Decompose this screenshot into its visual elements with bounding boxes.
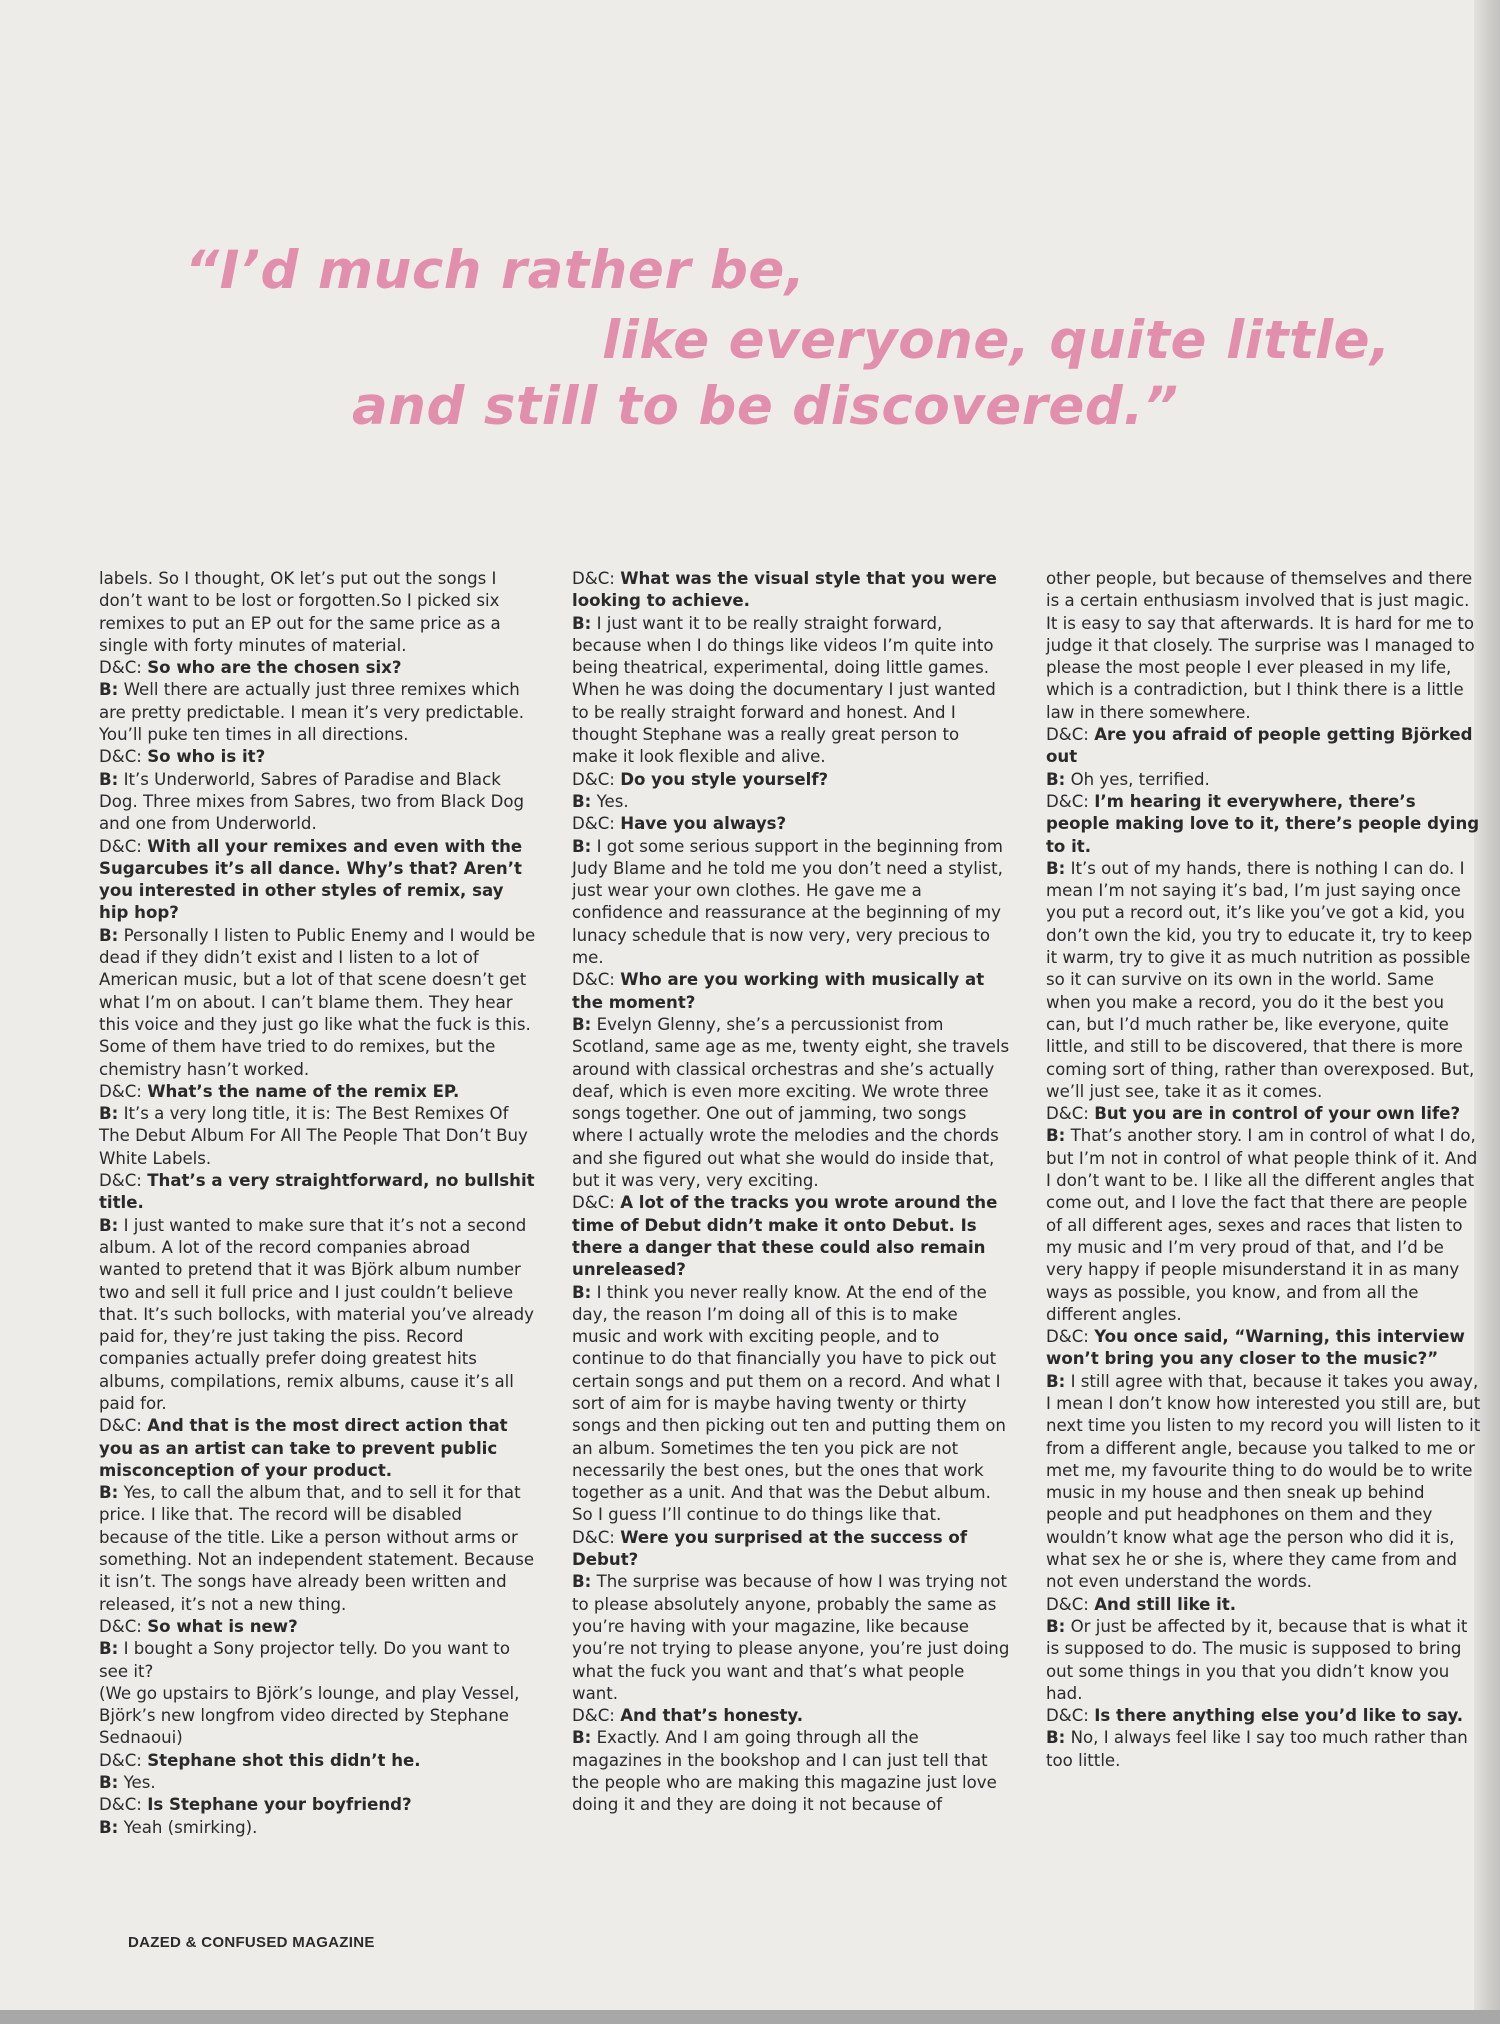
interview-answer <box>99 925 536 1081</box>
interview-question <box>1046 724 1484 769</box>
answer-text: Yes. <box>596 791 629 811</box>
answer-text: It’s out of my hands, there is nothing I can do. I mean I’m not saying it’s bad, I’m just saying once you put a record out, it’s like you’ve got a kid, you don’t own the kid, you try to educate it, try to keep it warm, try to give it as much nutrition as possible so it can survive on its own in the world. Same when you make a record, you do it the best you can, but I’d much rather be, like everyone, quite little, and still to be discovered, that there is more coming sort of thing, rather than overexposed. But, we’ll just see, take it as it comes. <box>1046 858 1475 1101</box>
interviewee-label: B: <box>572 1014 592 1034</box>
interview-question <box>572 1705 1010 1727</box>
interview-question <box>1046 1705 1484 1727</box>
question-text: You once said, “Warning, this interview won’t bring you any closer to the music?” <box>1046 1327 1465 1369</box>
question-text: Who are you working with musically at the moment? <box>572 970 985 1012</box>
interviewer-label: D&C: <box>99 1750 142 1770</box>
interview-answer <box>99 1215 536 1416</box>
article-paragraph: (We go upstairs to Björk’s lounge, and play Vessel, Björk’s new longfrom video directed by Stephane Sednaoui) <box>99 1683 520 1748</box>
interviewee-label: B: <box>572 1728 592 1748</box>
interviewer-label: D&C: <box>572 769 615 789</box>
article-column-1 <box>99 568 536 1839</box>
question-text: What’s the name of the remix EP. <box>147 1081 460 1101</box>
interviewee-label: B: <box>99 925 119 945</box>
interview-question <box>99 1170 536 1215</box>
answer-text: I bought a Sony projector telly. Do you want to see it? <box>99 1639 510 1681</box>
interview-answer <box>572 836 1010 970</box>
question-text: Stephane shot this didn’t he. <box>147 1750 421 1770</box>
question-text: I’m hearing it everywhere, there’s people making love to it, there’s people dying to it. <box>1046 791 1480 856</box>
interview-question <box>1046 1594 1484 1616</box>
interviewee-label: B: <box>1046 1126 1066 1146</box>
interview-question <box>572 1527 1010 1572</box>
interviewer-label: D&C: <box>99 1616 142 1636</box>
question-text: What was the visual style that you were looking to achieve. <box>572 569 997 611</box>
answer-text: Well there are actually just three remixes which are pretty predictable. I mean it’s very predictable. You’ll puke ten times in all directions. <box>99 680 524 745</box>
answer-text: I still agree with that, because it takes you away, I mean I don’t know how interested you still are, but next time you listen to my record you will listen to it from a different angle, because you talked to me or met me, my favourite thing to do would be to write music in my house and then sneak up behind people and put headphones on them and they wouldn’t know what age the person who did it is, what sex he or she is, where they came from and not even understand the words. <box>1046 1371 1481 1592</box>
interview-answer <box>1046 1727 1484 1772</box>
interviewee-label: B: <box>572 791 592 811</box>
answer-text: Exactly. And I am going through all the magazines in the bookshop and I can just tell that the people who are making this magazine just love doing it and they are doing it not because of <box>572 1728 997 1815</box>
interview-question <box>572 769 1010 791</box>
interview-answer <box>1046 769 1484 791</box>
pull-quote-line-2: like everyone, quite little, <box>602 310 1391 371</box>
interviewer-label: D&C: <box>99 1416 142 1436</box>
interview-question <box>99 746 536 768</box>
interview-question <box>99 1081 536 1103</box>
question-text: Is Stephane your boyfriend? <box>147 1795 412 1815</box>
interview-question <box>99 1616 536 1638</box>
article-column-2 <box>572 568 1010 1817</box>
interview-question <box>572 1192 1010 1281</box>
interviewer-label: D&C: <box>572 970 615 990</box>
interview-answer <box>1046 1616 1484 1705</box>
answer-text: Evelyn Glenny, she’s a percussionist from Scotland, same age as me, twenty eight, she travels around with classical orchestras and she’s actually deaf, which is even more exciting. We wrote three songs together. One out of jamming, two songs where I actually wrote the melodies and the chords and she figured out what she would do inside that, but it was very, very exciting. <box>572 1014 1010 1191</box>
answer-text: I got some serious support in the beginning from Judy Blame and he told me you don’t need a stylist, just wear your own clothes. He gave me a confidence and reassurance at the beginning of my lunacy schedule that is now very, very precious to me. <box>572 836 1003 968</box>
question-text: So who is it? <box>147 747 266 767</box>
answer-text: Personally I listen to Public Enemy and I would be dead if they didn’t exist and I listen to a lot of American music, but a lot of that scene doesn’t get what I’m on about. I can’t blame them. They hear this voice and they just go like what the fuck is this. Some of them have tried to do remixes, but the chemistry hasn’t worked. <box>99 925 536 1079</box>
answer-text: It’s Underworld, Sabres of Paradise and Black Dog. Three mixes from Sabres, two from Black Dog and one from Underworld. <box>99 769 525 834</box>
question-text: Have you always? <box>620 814 787 834</box>
question-text: A lot of the tracks you wrote around the time of Debut didn’t make it onto Debut. Is there a danger that these could also remain unreleased? <box>572 1193 998 1280</box>
interviewer-label: D&C: <box>1046 1327 1089 1347</box>
question-text: And that’s honesty. <box>620 1706 804 1726</box>
article-paragraph: other people, but because of themselves and there is a certain enthusiasm involved that is just magic. It is easy to say that afterwards. It is hard for me to judge it that closely. The surprise was I managed to please the most people I ever pleased in my life, which is a contradiction, but I think there is a little law in there somewhere. <box>1046 569 1475 722</box>
interview-answer <box>1046 1371 1484 1594</box>
interviewer-label: D&C: <box>99 836 142 856</box>
interviewee-label: B: <box>1046 1728 1066 1748</box>
question-text: With all your remixes and even with the Sugarcubes it’s all dance. Why’s that? Aren’t you interested in other styles of remix, say hip hop? <box>99 836 523 923</box>
interview-answer <box>572 1727 1010 1816</box>
interview-question <box>572 969 1010 1014</box>
interview-answer <box>99 769 536 836</box>
answer-text: Yes. <box>123 1773 156 1793</box>
answer-text: Yeah (smirking). <box>123 1817 258 1837</box>
interviewee-label: B: <box>1046 1371 1066 1391</box>
interview-question <box>1046 791 1484 858</box>
interview-answer <box>1046 858 1484 1103</box>
scan-bottom-edge <box>0 2010 1500 2024</box>
interviewer-label: D&C: <box>1046 1594 1089 1614</box>
interviewee-label: B: <box>572 1572 592 1592</box>
answer-text: Yes, to call the album that, and to sell it for that price. I like that. The record will be disabled because of the title. Like a person without arms or something. Not an independent statement. Because it isn’t. The songs have already been written and released, it’s not a new thing. <box>99 1483 535 1614</box>
interviewee-label: B: <box>572 836 592 856</box>
interviewer-label: D&C: <box>99 1081 142 1101</box>
answer-text: That’s another story. I am in control of what I do, but I’m not in control of what people think of it. And I don’t want to be. I like all the different angles that come out, and I love the fact that there are people of all different ages, sexes and races that listen to my music and I’m very proud of that, and I’d be very happy if people misunderstand it in as many ways as possible, you know, and from all the different angles. <box>1046 1126 1478 1324</box>
interview-question <box>99 1415 536 1482</box>
interview-answer <box>99 1817 536 1839</box>
article-column-3 <box>1046 568 1484 1772</box>
interviewer-label: D&C: <box>1046 791 1089 811</box>
interviewer-label: D&C: <box>99 658 142 678</box>
interviewee-label: B: <box>99 1639 119 1659</box>
question-text: Were you surprised at the success of Debut? <box>572 1527 968 1570</box>
interviewer-label: D&C: <box>572 569 615 588</box>
answer-text: Oh yes, terrified. <box>1070 769 1210 789</box>
interview-answer <box>99 679 536 746</box>
answer-text: I just wanted to make sure that it’s not a second album. A lot of the record companies abroad wanted to pretend that it was Björk album number two and sell it full price and I just couldn’t believe that. It’s such bollocks, with material you’ve already paid for, they’re just taking the piss. Record companies actually prefer doing greatest hits albums, compilations, remix albums, cause it’s all paid for. <box>99 1215 534 1413</box>
interviewee-label: B: <box>99 1483 119 1503</box>
interview-question <box>99 657 536 679</box>
question-text: So what is new? <box>147 1616 298 1636</box>
answer-text: It’s a very long title, it is: The Best Remixes Of The Debut Album For All The People That Don’t Buy White Labels. <box>99 1104 528 1168</box>
interview-answer <box>99 1103 536 1170</box>
interview-answer <box>572 1014 1010 1192</box>
interviewer-label: D&C: <box>1046 1706 1089 1726</box>
interview-answer <box>572 1571 1010 1705</box>
interviewee-label: B: <box>99 1215 119 1235</box>
interviewee-label: B: <box>99 680 119 700</box>
interviewer-label: D&C: <box>99 1171 142 1191</box>
magazine-footer: DAZED & CONFUSED MAGAZINE <box>128 1934 375 1951</box>
interviewer-label: D&C: <box>99 1795 142 1815</box>
question-text: Do you style yourself? <box>620 769 829 789</box>
article-paragraph: labels. So I thought, OK let’s put out the songs I don’t want to be lost or forgotten.So I picked six remixes to put an EP out for the same price as a single with forty minutes of material. <box>99 569 501 655</box>
interviewer-label: D&C: <box>1046 1104 1089 1124</box>
interview-question <box>1046 1326 1484 1371</box>
interview-question <box>1046 1103 1484 1125</box>
interview-answer <box>572 1282 1010 1527</box>
interview-answer <box>99 1638 536 1683</box>
answer-text: I think you never really know. At the end of the day, the reason I’m doing all of this is to make music and work with exciting people, and to continue to do that financially you have to pick out certain songs and put them on a record. And what I sort of aim for is maybe having twenty or thirty songs and then picking out ten and putting them on an album. Sometimes the ten you pick are not necessarily the best ones, but the ones that work together as a unit. And that was the Debut album. So I guess I’ll continue to do things like that. <box>572 1282 1006 1525</box>
interviewee-label: B: <box>99 1773 119 1793</box>
interviewee-label: B: <box>572 613 592 633</box>
answer-text: I just want it to be really straight forward, because when I do things like videos I’m quite into being theatrical, experimental, doing little games. When he was doing the documentary I just wanted to be really straight forward and honest. And I thought Stephane was a really great person to make it look flexible and alive. <box>572 613 996 767</box>
interviewer-label: D&C: <box>572 1527 615 1547</box>
interview-question <box>99 1750 536 1772</box>
pull-quote-line-3: and still to be discovered.” <box>352 376 1179 437</box>
interview-question <box>572 813 1010 835</box>
interviewee-label: B: <box>572 1282 592 1302</box>
interviewee-label: B: <box>99 1104 119 1124</box>
interviewer-label: D&C: <box>572 1193 615 1213</box>
question-text: That’s a very straightforward, no bullshit title. <box>99 1171 535 1213</box>
interview-answer <box>99 1772 536 1794</box>
interview-question <box>99 1794 536 1816</box>
interview-answer <box>1046 1125 1484 1326</box>
interview-question <box>99 836 536 925</box>
interview-answer <box>572 613 1010 769</box>
question-text: So who are the chosen six? <box>147 658 402 678</box>
interviewer-label: D&C: <box>572 1706 615 1726</box>
interviewer-label: D&C: <box>572 814 615 834</box>
pull-quote-line-1: “I’d much rather be, <box>185 240 806 301</box>
answer-text: The surprise was because of how I was trying not to please absolutely anyone, probably the same as you’re having with your magazine, like because you’re not trying to please anyone, you’re just doing what the fuck you want and that’s what people want. <box>572 1572 1010 1703</box>
interviewer-label: D&C: <box>1046 725 1089 745</box>
answer-text: Or just be affected by it, because that is what it is supposed to do. The music is supposed to bring out some things in you that you didn’t know you had. <box>1046 1616 1468 1703</box>
interview-answer <box>572 791 1010 813</box>
interview-answer <box>99 1482 536 1616</box>
question-text: Is there anything else you’d like to say. <box>1094 1706 1464 1726</box>
question-text: But you are in control of your own life? <box>1094 1104 1461 1124</box>
interviewee-label: B: <box>1046 858 1066 878</box>
question-text: And that is the most direct action that you as an artist can take to prevent public misconception of your product. <box>99 1416 508 1480</box>
interview-question <box>572 568 1010 613</box>
answer-text: No, I always feel like I say too much rather than too little. <box>1046 1728 1468 1770</box>
question-text: Are you afraid of people getting Björked out <box>1046 725 1473 767</box>
interviewee-label: B: <box>1046 769 1066 789</box>
interviewee-label: B: <box>99 1817 119 1837</box>
interviewee-label: B: <box>99 769 119 789</box>
interviewee-label: B: <box>1046 1616 1066 1636</box>
interviewer-label: D&C: <box>99 747 142 767</box>
question-text: And still like it. <box>1094 1594 1237 1614</box>
